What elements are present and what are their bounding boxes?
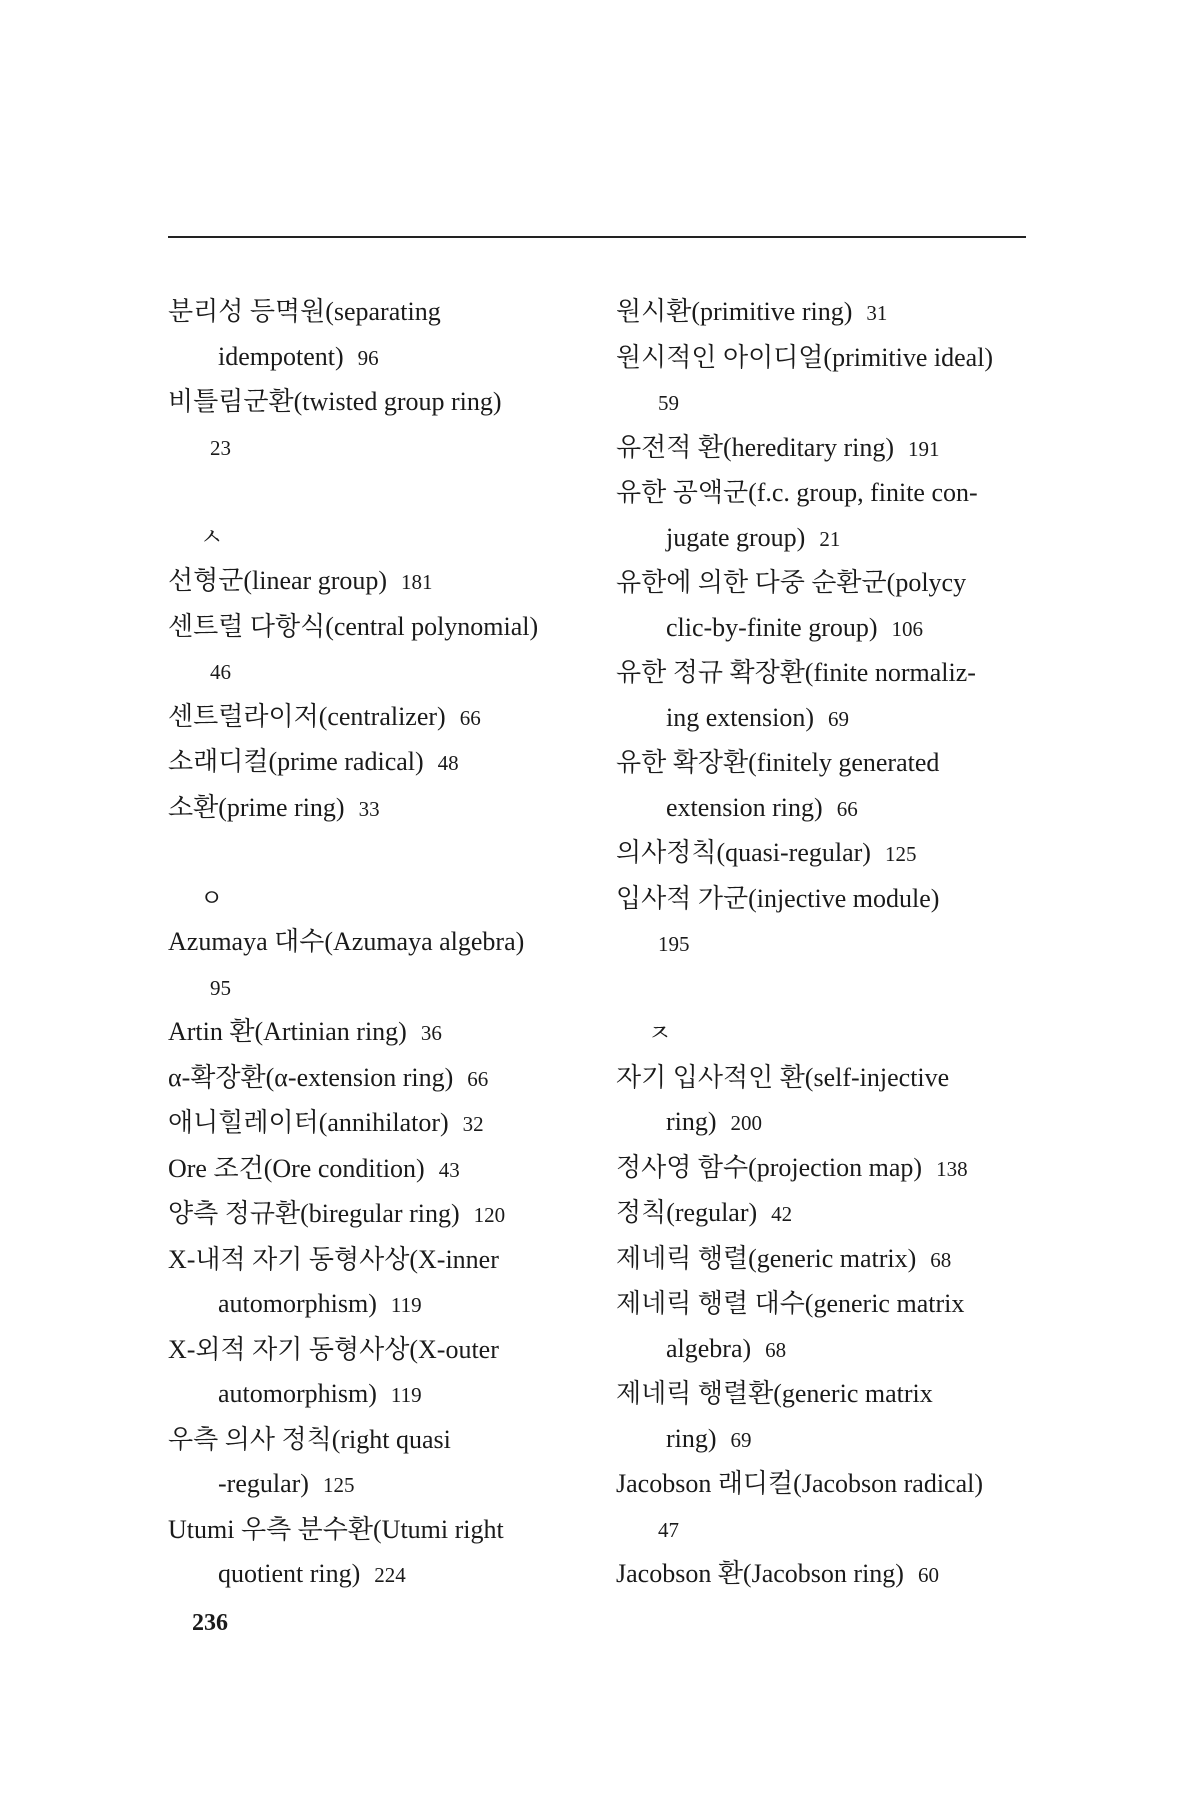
index-entry xyxy=(616,1282,1036,1372)
index-term-line2: -regular) xyxy=(218,1469,309,1498)
page-reference: 68 xyxy=(765,1337,787,1362)
index-term: 제네릭 행렬환(generic matrix xyxy=(616,1379,933,1408)
section-gap xyxy=(168,470,588,515)
index-term-continuation xyxy=(168,1552,588,1598)
index-term-continuation xyxy=(616,516,1036,562)
index-entry xyxy=(168,380,588,470)
index-term-continuation xyxy=(616,1507,1036,1553)
section-gap xyxy=(168,831,588,876)
index-term: X-내적 자기 동형사상(X-inner xyxy=(168,1244,499,1274)
page-reference: 125 xyxy=(322,1473,355,1497)
top-rule xyxy=(168,236,1026,238)
index-term: α-확장환(α-extension ring) xyxy=(168,1062,454,1092)
index-term-continuation xyxy=(616,696,1036,742)
index-term-continuation xyxy=(168,1372,588,1418)
index-term: 제네릭 행렬(generic matrix) xyxy=(616,1243,917,1273)
page-reference: 106 xyxy=(891,616,924,641)
index-term: 정사영 함수(projection map) xyxy=(616,1152,923,1182)
page-reference: 120 xyxy=(473,1203,506,1227)
section-gap xyxy=(616,967,1036,1012)
page-reference: 96 xyxy=(357,345,379,370)
index-entry xyxy=(168,605,588,695)
index-entry xyxy=(616,336,1036,426)
index-term: 제네릭 행렬 대수(generic matrix xyxy=(616,1289,965,1318)
index-entry xyxy=(168,1328,588,1418)
index-term-continuation xyxy=(616,1100,1036,1146)
index-term: 유한 정규 확장환(finite normaliz- xyxy=(616,658,976,687)
index-entry xyxy=(616,1372,1036,1462)
index-term: 유한 확장환(finitely generated xyxy=(616,748,940,777)
page-reference: 95 xyxy=(210,975,231,1000)
page-reference: 47 xyxy=(658,1517,679,1542)
index-term: Azumaya 대수(Azumaya algebra) xyxy=(168,927,525,956)
page-reference: 66 xyxy=(459,705,481,730)
index-term: Jacobson 환(Jacobson ring) xyxy=(616,1559,904,1588)
index-term: 유전적 환(hereditary ring) xyxy=(616,432,895,462)
index-entry xyxy=(168,559,588,605)
page-reference: 138 xyxy=(936,1156,968,1181)
index-entry xyxy=(616,290,1036,336)
index-term: 유한에 의한 다중 순환군(polycy xyxy=(616,568,967,597)
index-term: 소환(prime ring) xyxy=(168,792,345,822)
index-entry xyxy=(168,1192,588,1238)
index-term-line2: extension ring) xyxy=(666,792,823,822)
index-term-line2: jugate group) xyxy=(666,522,806,552)
page-reference: 66 xyxy=(836,796,858,821)
index-entry xyxy=(616,471,1036,561)
index-term-continuation xyxy=(616,606,1036,652)
index-entry xyxy=(616,831,1036,877)
index-term: 유한 공액군(f.c. group, finite con- xyxy=(616,478,978,507)
page-reference: 181 xyxy=(401,570,433,594)
page-number: 236 xyxy=(192,1610,228,1636)
page-reference: 43 xyxy=(438,1157,460,1182)
index-term: Jacobson 래디컬(Jacobson radical) xyxy=(616,1469,984,1498)
page-reference: 23 xyxy=(210,435,231,460)
index-term-continuation xyxy=(616,921,1036,967)
index-entry xyxy=(616,877,1036,967)
page-reference: 32 xyxy=(462,1112,484,1136)
index-term-continuation xyxy=(168,1282,588,1328)
index-term-continuation xyxy=(168,335,588,381)
index-term: 센트럴 다항식(central polynomial) xyxy=(168,611,539,641)
page-reference: 31 xyxy=(866,301,888,325)
index-entry xyxy=(616,1056,1036,1146)
index-entry xyxy=(616,741,1036,831)
index-entry xyxy=(616,1462,1036,1552)
index-term-line2: algebra) xyxy=(666,1333,752,1363)
index-term-continuation xyxy=(616,380,1036,426)
page-reference: 68 xyxy=(930,1247,952,1272)
index-term-continuation xyxy=(168,425,588,471)
index-term-line2: automorphism) xyxy=(218,1289,377,1318)
index-term-continuation xyxy=(616,786,1036,832)
index-entry xyxy=(168,1101,588,1147)
index-entry xyxy=(168,1238,588,1328)
index-term: Ore 조건(Ore condition) xyxy=(168,1153,425,1183)
page-reference: 125 xyxy=(884,842,917,866)
index-entry xyxy=(616,426,1036,472)
page-reference: 42 xyxy=(771,1202,793,1226)
index-term-line2: ing extension) xyxy=(666,702,815,732)
index-entry xyxy=(616,561,1036,651)
index-term-continuation xyxy=(616,1327,1036,1373)
page-reference: 195 xyxy=(658,932,690,956)
page-reference: 119 xyxy=(390,1293,422,1317)
page-reference: 66 xyxy=(467,1066,489,1091)
index-term: 소래디컬(prime radical) xyxy=(168,747,424,776)
index-entry xyxy=(168,1010,588,1056)
index-entry xyxy=(168,1056,588,1102)
index-term-line2: automorphism) xyxy=(218,1379,377,1408)
index-term-continuation xyxy=(168,649,588,695)
index-term: 애니힐레이터(annihilator) xyxy=(168,1108,449,1137)
page-reference: 21 xyxy=(819,526,841,551)
index-entry xyxy=(168,290,588,380)
index-entry xyxy=(168,1418,588,1508)
section-header: ㅇ xyxy=(200,883,224,912)
page-reference: 191 xyxy=(908,436,940,461)
section-header: ㅅ xyxy=(200,522,224,551)
index-entry xyxy=(168,1147,588,1193)
index-entry xyxy=(168,786,588,832)
index-column-left xyxy=(168,290,588,1598)
index-entry xyxy=(616,651,1036,741)
page-reference: 119 xyxy=(390,1383,422,1407)
index-term: 원시환(primitive ring) xyxy=(616,297,853,326)
index-term-line2: clic-by-finite group) xyxy=(666,612,878,642)
index-term-continuation xyxy=(168,1462,588,1508)
index-term: 입사적 가군(injective module) xyxy=(616,883,940,913)
index-term: 양측 정규환(biregular ring) xyxy=(168,1199,460,1228)
index-term: 비틀림군환(twisted group ring) xyxy=(168,387,502,416)
index-term: 의사정칙(quasi-regular) xyxy=(616,838,871,867)
page-reference: 36 xyxy=(420,1021,442,1045)
index-entry xyxy=(616,1237,1036,1283)
index-term: 우측 의사 정칙(right quasi xyxy=(168,1424,451,1454)
index-term-continuation xyxy=(616,1417,1036,1463)
index-term-line2: idempotent) xyxy=(218,341,344,371)
page-reference: 46 xyxy=(210,660,231,684)
index-entry xyxy=(168,695,588,741)
index-term: 선형군(linear group) xyxy=(168,566,388,595)
page-reference: 69 xyxy=(730,1427,752,1452)
index-term-continuation xyxy=(168,965,588,1011)
index-term: 자기 입사적인 환(self-injective xyxy=(616,1062,950,1092)
index-term: 정칙(regular) xyxy=(616,1198,758,1227)
page-reference: 60 xyxy=(917,1563,939,1587)
page-reference: 33 xyxy=(358,796,380,821)
page-reference: 69 xyxy=(828,706,850,731)
index-term: Utumi 우측 분수환(Utumi right xyxy=(168,1514,504,1544)
index-entry xyxy=(616,1552,1036,1598)
index-term-line2: ring) xyxy=(666,1423,717,1453)
page-reference: 224 xyxy=(374,1563,406,1587)
index-column-right xyxy=(616,290,1036,1598)
page-reference: 48 xyxy=(437,751,459,775)
index-term-line2: ring) xyxy=(666,1107,717,1136)
index-entry xyxy=(168,920,588,1010)
index-term: Artin 환(Artinian ring) xyxy=(168,1017,407,1046)
index-entry xyxy=(616,1146,1036,1192)
index-entry xyxy=(168,1508,588,1598)
index-term: 센트럴라이저(centralizer) xyxy=(168,701,446,731)
section-header: ㅈ xyxy=(648,1019,672,1047)
index-term: 원시적인 아이디얼(primitive ideal) xyxy=(616,342,994,372)
index-term-line2: quotient ring) xyxy=(218,1559,361,1588)
index-entry xyxy=(168,740,588,786)
page-reference: 200 xyxy=(730,1111,763,1135)
index-term: 분리성 등멱원(separating xyxy=(168,297,441,326)
index-entry xyxy=(616,1191,1036,1237)
index-term: X-외적 자기 동형사상(X-outer xyxy=(168,1334,499,1364)
page-reference: 59 xyxy=(658,391,679,415)
